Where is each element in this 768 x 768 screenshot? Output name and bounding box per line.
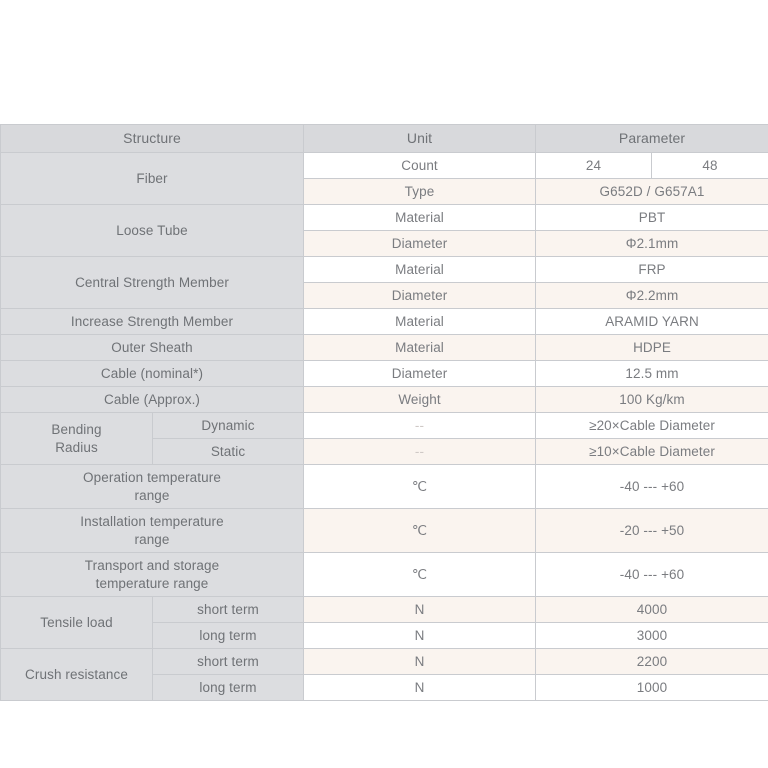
operation-temp-line2: range [134, 487, 170, 503]
sub-label-crush-short-term: short term [153, 649, 304, 675]
parameter-crush-long-term: 1000 [536, 675, 768, 701]
row-label-operation-temperature [1, 465, 304, 509]
table-row [1, 309, 768, 335]
column-header-unit: Unit [304, 125, 536, 153]
unit-csm-diameter: Diameter [304, 283, 536, 309]
bending-radius-line1: Bending [51, 422, 102, 438]
unit-fiber-count: Count [304, 153, 536, 179]
table-row [1, 387, 768, 413]
row-label-loose-tube: Loose Tube [1, 205, 304, 257]
unit-outer-sheath-material: Material [304, 335, 536, 361]
unit-installation-temperature: ℃ [304, 509, 536, 553]
table-row [1, 335, 768, 361]
parameter-fiber-count-48: 48 [652, 153, 768, 179]
table-row [1, 413, 768, 439]
table-row [1, 649, 768, 675]
parameter-cable-diameter: 12.5 mm [536, 361, 768, 387]
unit-bending-static: -- [304, 439, 536, 465]
column-header-parameter: Parameter [536, 125, 768, 153]
unit-tensile-long-term: N [304, 623, 536, 649]
table-row [1, 205, 768, 231]
table-row [1, 257, 768, 283]
unit-loose-tube-diameter: Diameter [304, 231, 536, 257]
unit-csm-material: Material [304, 257, 536, 283]
parameter-transport-temperature: -40 --- +60 [536, 553, 768, 597]
unit-crush-short-term: N [304, 649, 536, 675]
row-label-crush-resistance: Crush resistance [1, 649, 153, 701]
row-label-installation-temperature [1, 509, 304, 553]
table-row [1, 465, 768, 509]
parameter-bending-dynamic: ≥20×Cable Diameter [536, 413, 768, 439]
sub-label-bending-static: Static [153, 439, 304, 465]
parameter-crush-short-term: 2200 [536, 649, 768, 675]
bending-radius-line2: Radius [55, 439, 98, 455]
unit-ism-material: Material [304, 309, 536, 335]
table-row [1, 509, 768, 553]
row-label-bending-radius [1, 413, 153, 465]
table-header-row [1, 125, 768, 153]
unit-fiber-type: Type [304, 179, 536, 205]
unit-cable-diameter: Diameter [304, 361, 536, 387]
installation-temp-line1: Installation temperature [80, 514, 224, 530]
parameter-fiber-type: G652D / G657A1 [536, 179, 768, 205]
sub-label-tensile-short-term: short term [153, 597, 304, 623]
parameter-operation-temperature: -40 --- +60 [536, 465, 768, 509]
parameter-bending-static: ≥10×Cable Diameter [536, 439, 768, 465]
column-header-structure: Structure [1, 125, 304, 153]
row-label-increase-strength-member: Increase Strength Member [1, 309, 304, 335]
transport-temp-line2: temperature range [95, 575, 209, 591]
sub-label-bending-dynamic: Dynamic [153, 413, 304, 439]
unit-tensile-short-term: N [304, 597, 536, 623]
row-label-cable-nominal: Cable (nominal*) [1, 361, 304, 387]
table-row [1, 361, 768, 387]
parameter-outer-sheath-material: HDPE [536, 335, 768, 361]
row-label-tensile-load: Tensile load [1, 597, 153, 649]
sub-label-tensile-long-term: long term [153, 623, 304, 649]
unit-bending-dynamic: -- [304, 413, 536, 439]
sub-label-crush-long-term: long term [153, 675, 304, 701]
parameter-cable-weight: 100 Kg/km [536, 387, 768, 413]
row-label-transport-storage-temperature [1, 553, 304, 597]
parameter-loose-tube-material: PBT [536, 205, 768, 231]
cable-specification-table [0, 124, 768, 701]
parameter-tensile-short-term: 4000 [536, 597, 768, 623]
parameter-csm-diameter: Φ2.2mm [536, 283, 768, 309]
unit-crush-long-term: N [304, 675, 536, 701]
spec-table-container [0, 124, 768, 701]
operation-temp-line1: Operation temperature [83, 470, 221, 486]
table-row [1, 153, 768, 179]
table-row [1, 597, 768, 623]
table-row [1, 553, 768, 597]
row-label-outer-sheath: Outer Sheath [1, 335, 304, 361]
row-label-cable-approx: Cable (Approx.) [1, 387, 304, 413]
row-label-central-strength-member: Central Strength Member [1, 257, 304, 309]
unit-cable-weight: Weight [304, 387, 536, 413]
parameter-fiber-count-24: 24 [536, 153, 652, 179]
parameter-csm-material: FRP [536, 257, 768, 283]
installation-temp-line2: range [134, 531, 170, 547]
parameter-tensile-long-term: 3000 [536, 623, 768, 649]
parameter-ism-material: ARAMID YARN [536, 309, 768, 335]
unit-transport-temperature: ℃ [304, 553, 536, 597]
parameter-installation-temperature: -20 --- +50 [536, 509, 768, 553]
unit-operation-temperature: ℃ [304, 465, 536, 509]
unit-loose-tube-material: Material [304, 205, 536, 231]
parameter-loose-tube-diameter: Φ2.1mm [536, 231, 768, 257]
row-label-fiber: Fiber [1, 153, 304, 205]
transport-temp-line1: Transport and storage [84, 558, 220, 574]
